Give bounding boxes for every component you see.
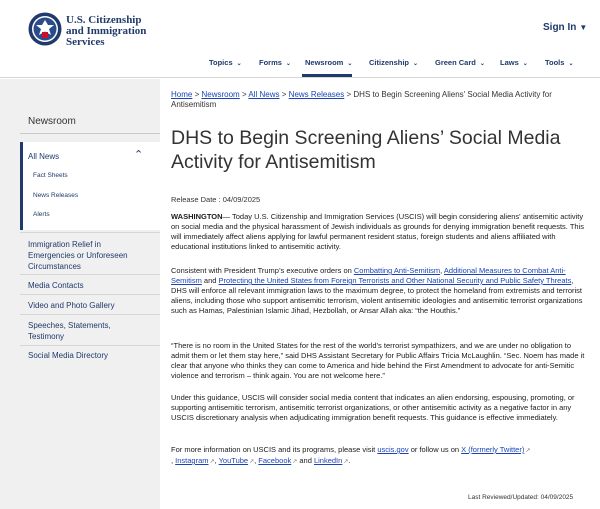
link-combatting-anti-semitism[interactable]: Combatting Anti-Semitism <box>353 266 441 275</box>
nav-newsroom[interactable]: Newsroom ⌄ <box>305 58 353 67</box>
link-protecting-united-states[interactable]: Protecting the United States from Foreign Terrorists and Other National Security and Public Safety Threats <box>218 276 572 285</box>
link-x-twitter[interactable]: X (formerly Twitter) <box>461 445 525 454</box>
nav-topics[interactable]: Topics ⌄ <box>209 58 242 67</box>
site-header <box>0 0 600 78</box>
external-link-icon: ↗ <box>343 459 349 465</box>
breadcrumb: Home > Newsroom > All News > News Releases > DHS to Begin Screening Aliens' Social Media Activity for Antisemitism <box>171 90 552 109</box>
sidebar-divider <box>20 232 160 233</box>
sidebar-divider <box>20 345 160 346</box>
link-youtube[interactable]: YouTube <box>218 456 249 465</box>
sidebar-divider <box>20 314 160 315</box>
breadcrumb-home[interactable]: Home <box>171 90 193 99</box>
chevron-down-icon: ⌄ <box>479 61 485 67</box>
breadcrumb-current: DHS to Begin Screening Aliens' Social Media Activity for Antisemitism <box>171 90 552 109</box>
external-link-icon: ↗ <box>249 459 255 465</box>
release-date: Release Date : 04/09/2025 <box>171 195 261 204</box>
sidebar-item-alerts[interactable]: Alerts <box>33 211 50 218</box>
chevron-down-icon: ⌄ <box>522 61 528 67</box>
sidebar-divider <box>20 294 160 295</box>
article-paragraph-1: WASHINGTON— Today U.S. Citizenship and Immigration Services (USCIS) will begin considering aliens' antisemitic activity on social media and the physical harassment of Jewish individuals as grounds for denying immigration benefit requests. This will immediately affect aliens applying for lawful permanent resident status, foreign students and aliens affiliated with educational institutions linked to antisemitic activity. <box>171 212 584 251</box>
breadcrumb-news-releases[interactable]: News Releases <box>288 90 345 99</box>
dhs-seal-logo[interactable] <box>28 12 62 46</box>
article-paragraph-3: “There is no room in the United States for the rest of the world’s terrorist sympathizers, and we are under no obligation to admit them or let them stay here,” said DHS Assistant Secretary for Public Affairs Tricia McLaughlin. “Sec. Noem has made it clear that anyone who thinks they can come to America and hide behind the First Amendment to advocate for anti-Semitic violence and terrorism – think again. You are not welcome here.” <box>171 341 585 380</box>
sidebar-item-media-contacts[interactable]: Media Contacts <box>28 281 84 290</box>
chevron-down-icon: ⌄ <box>285 61 291 67</box>
last-reviewed-date: Last Reviewed/Updated: 04/09/2025 <box>468 494 574 501</box>
nav-laws[interactable]: Laws ⌄ <box>500 58 528 67</box>
article-paragraph-4: Under this guidance, USCIS will consider social media content that indicates an alien endorsing, espousing, promoting, or supporting antisemitic terrorism, antisemitic terrorist organizations, or other antisemitic activity as a negative factor in any USCIS discretionary analysis when adjudicating immigration benefit requests. This guidance is effective immediately. <box>171 393 575 422</box>
agency-name[interactable]: U.S. Citizenship and Immigration Services <box>66 14 147 48</box>
page-title: DHS to Begin Screening Aliens’ Social Media Activity for Antisemitism <box>171 127 561 173</box>
chevron-down-icon: ⌄ <box>413 61 419 67</box>
nav-green-card[interactable]: Green Card ⌄ <box>435 58 485 67</box>
external-link-icon: ↗ <box>525 448 531 454</box>
sidebar-item-social-media-directory[interactable]: Social Media Directory <box>28 351 109 360</box>
sidebar-title: Newsroom <box>28 116 76 127</box>
article-paragraph-2: Consistent with President Trump’s executive orders on Combatting Anti-Semitism, Additional Measures to Combat Anti-Semitism and Protecting the United States from Foreign Terrorists and Other National Security and Public Safety Threats, DHS will enforce all relevant immigration laws to the maximum degree, to protect the homeland from extremists and terrorist aliens, including those who support antisemitic terrorism, violent antisemitic ideologies and antisemitic terrorist organizations such as Hamas, Palestinian Islamic Jihad, Hezbollah, or Ansar Allah aka: “the Houthis.” <box>171 266 583 315</box>
link-facebook[interactable]: Facebook <box>258 456 292 465</box>
nav-citizenship[interactable]: Citizenship ⌄ <box>369 58 419 67</box>
breadcrumb-all-news[interactable]: All News <box>248 90 280 99</box>
link-uscis-gov[interactable]: uscis.gov <box>377 445 409 454</box>
sign-in-button[interactable]: Sign In ▼ <box>543 22 588 33</box>
chevron-down-icon: ⌄ <box>568 61 574 67</box>
sidebar-divider <box>20 133 160 134</box>
nav-tools[interactable]: Tools ⌄ <box>545 58 574 67</box>
breadcrumb-newsroom[interactable]: Newsroom <box>201 90 240 99</box>
sidebar-item-speeches[interactable]: Speeches, Statements, Testimony <box>28 321 111 341</box>
chevron-up-icon[interactable]: ⌃ <box>134 149 144 161</box>
link-additional-measures[interactable]: Additional Measures to Combat Anti-Semitism <box>171 266 566 285</box>
link-linkedin[interactable]: LinkedIn <box>313 456 343 465</box>
sidebar-item-all-news[interactable]: All News <box>28 152 60 161</box>
sidebar-divider <box>20 274 160 275</box>
sidebar-item-immigration-relief[interactable]: Immigration Relief in Emergencies or Unforeseen Circumstances <box>28 240 128 271</box>
article-paragraph-5: For more information on USCIS and its programs, please visit uscis.gov or follow us on X (formerly Twitter)↗ , Instagram↗, YouTube↗, Facebook↗ and LinkedIn↗. <box>171 445 531 465</box>
external-link-icon: ↗ <box>209 459 215 465</box>
sidebar-item-fact-sheets[interactable]: Fact Sheets <box>33 172 68 179</box>
sidebar-item-video-gallery[interactable]: Video and Photo Gallery <box>28 301 115 310</box>
link-instagram[interactable]: Instagram <box>175 456 209 465</box>
nav-forms[interactable]: Forms ⌄ <box>259 58 291 67</box>
chevron-down-icon: ⌄ <box>347 61 353 67</box>
chevron-down-icon: ▼ <box>579 23 588 32</box>
sidebar-item-news-releases[interactable]: News Releases <box>33 192 79 199</box>
chevron-down-icon: ⌄ <box>236 61 242 67</box>
external-link-icon: ↗ <box>292 459 298 465</box>
nav-active-indicator <box>302 74 352 77</box>
